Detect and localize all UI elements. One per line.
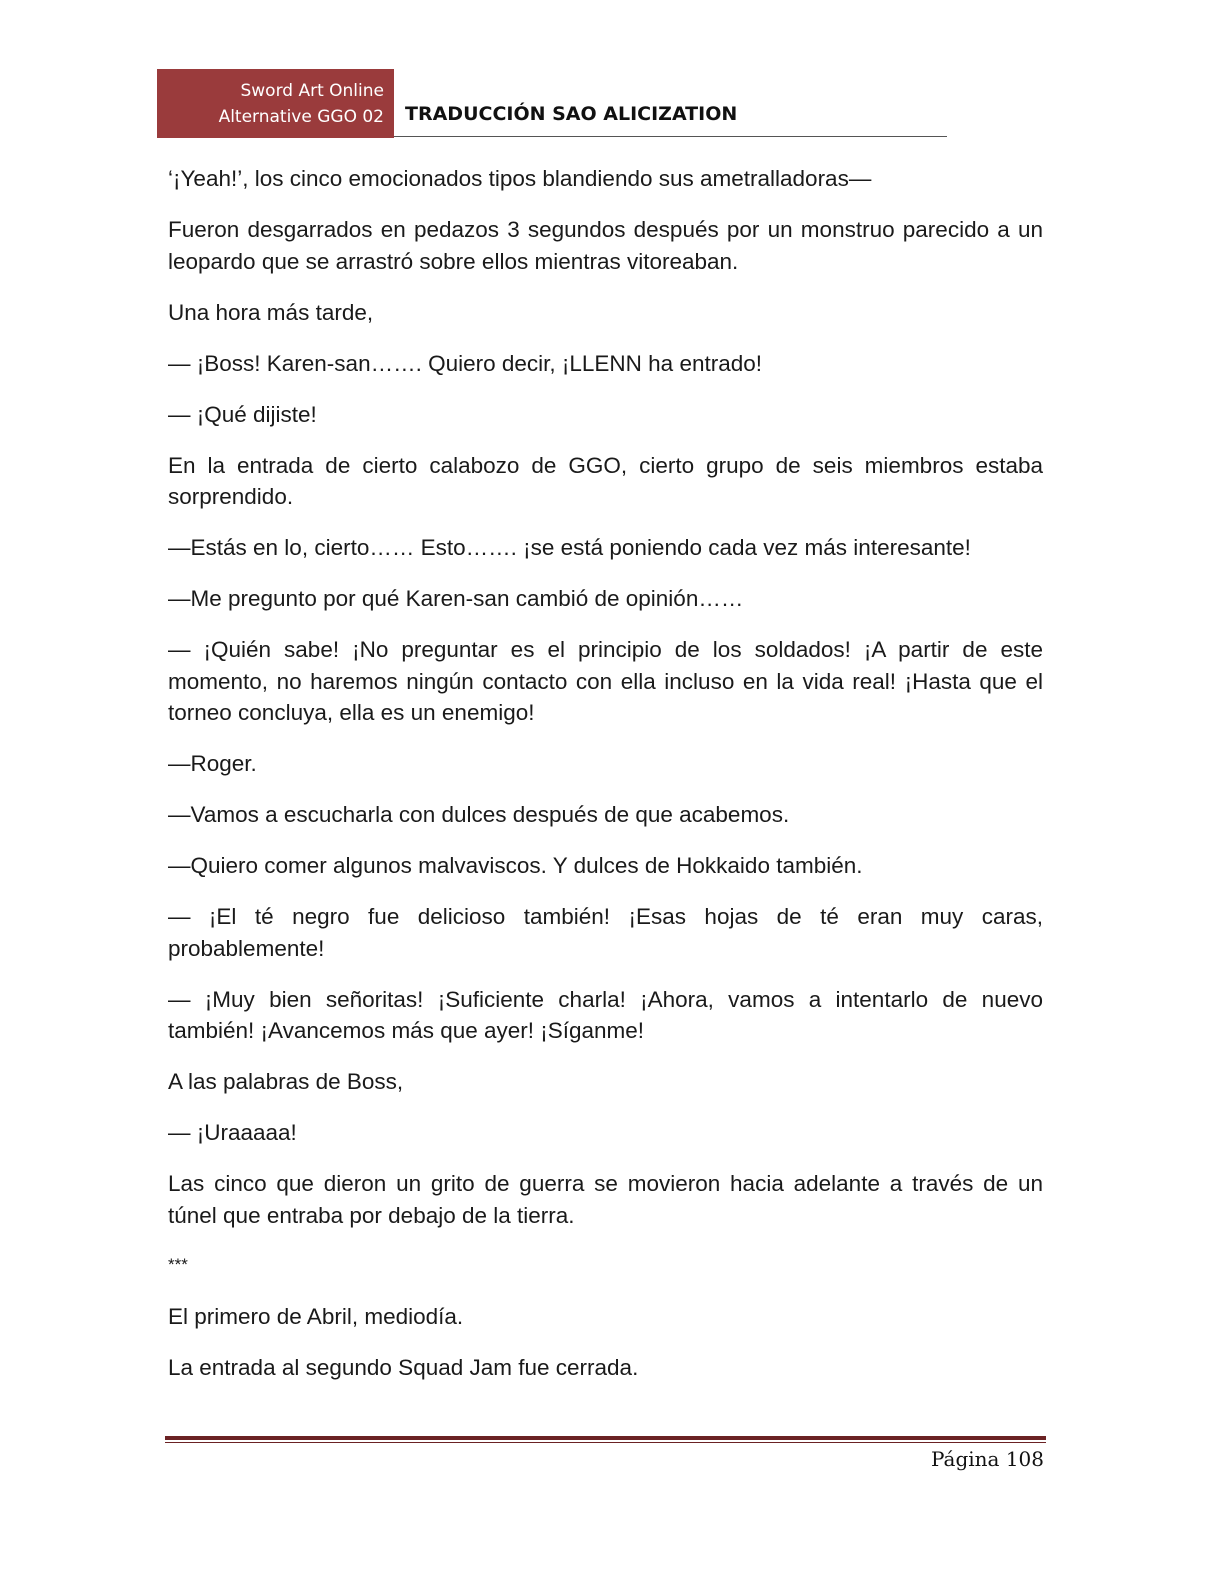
paragraph: — ¡Muy bien señoritas! ¡Suficiente charla! ¡Ahora, vamos a intentarlo de nuevo también! ¡Avancemos más que ayer! ¡Síganme! — [168, 986, 1043, 1043]
paragraph: — ¡Quién sabe! ¡No preguntar es el principio de los soldados! ¡A partir de este momento, no haremos ningún contacto con ella incluso en la vida real! ¡Hasta que el torneo concluya, ella es un enemigo! — [168, 637, 1043, 725]
header-title: TRADUCCIÓN SAO ALICIZATION — [405, 103, 738, 125]
paragraph: La entrada al segundo Squad Jam fue cerrada. — [168, 1354, 639, 1380]
scene-break: *** — [168, 1254, 188, 1274]
paragraph: —Vamos a escucharla con dulces después de que acabemos. — [168, 802, 790, 827]
series-label-line1: Sword Art Online — [240, 81, 384, 101]
paragraph: En la entrada de cierto calabozo de GGO, cierto grupo de seis miembros estaba sorprendido. — [168, 452, 1043, 509]
paragraph: —Me pregunto por qué Karen-san cambió de opinión…… — [168, 586, 744, 611]
paragraph: —Roger. — [168, 751, 257, 776]
paragraph: Una hora más tarde, — [168, 299, 374, 325]
footer-divider-thin — [165, 1442, 1046, 1443]
paragraph: —Quiero comer algunos malvaviscos. Y dulces de Hokkaido también. — [168, 853, 863, 878]
series-label-line2: Alternative GGO 02 — [218, 107, 384, 127]
body-text — [168, 163, 1043, 1403]
page-header — [157, 69, 947, 138]
paragraph: — ¡Qué dijiste! — [168, 401, 317, 427]
footer-divider-thick — [165, 1436, 1046, 1440]
paragraph: — ¡Uraaaaa! — [168, 1120, 297, 1145]
header-divider — [394, 136, 947, 137]
paragraph: El primero de Abril, mediodía. — [168, 1303, 464, 1329]
paragraph: Las cinco que dieron un grito de guerra se movieron hacia adelante a través de un túnel que entraba por debajo de la tierra. — [168, 1171, 1043, 1228]
paragraph: — ¡Boss! Karen-san……. Quiero decir, ¡LLENN ha entrado! — [168, 350, 763, 376]
paragraph: ‘¡Yeah!’, los cinco emocionados tipos blandiendo sus ametralladoras— — [168, 166, 872, 191]
paragraph: — ¡El té negro fue delicioso también! ¡Esas hojas de té eran muy caras, probablemente! — [168, 904, 1043, 961]
series-label-box — [157, 69, 394, 138]
paragraph: Fueron desgarrados en pedazos 3 segundos después por un monstruo parecido a un leopardo que se arrastró sobre ellos mientras vitoreaban. — [168, 217, 1043, 274]
paragraph: A las palabras de Boss, — [168, 1069, 404, 1094]
page-number: Página 108 — [930, 1447, 1044, 1471]
paragraph: —Estás en lo, cierto…… Esto……. ¡se está poniendo cada vez más interesante! — [168, 535, 971, 560]
